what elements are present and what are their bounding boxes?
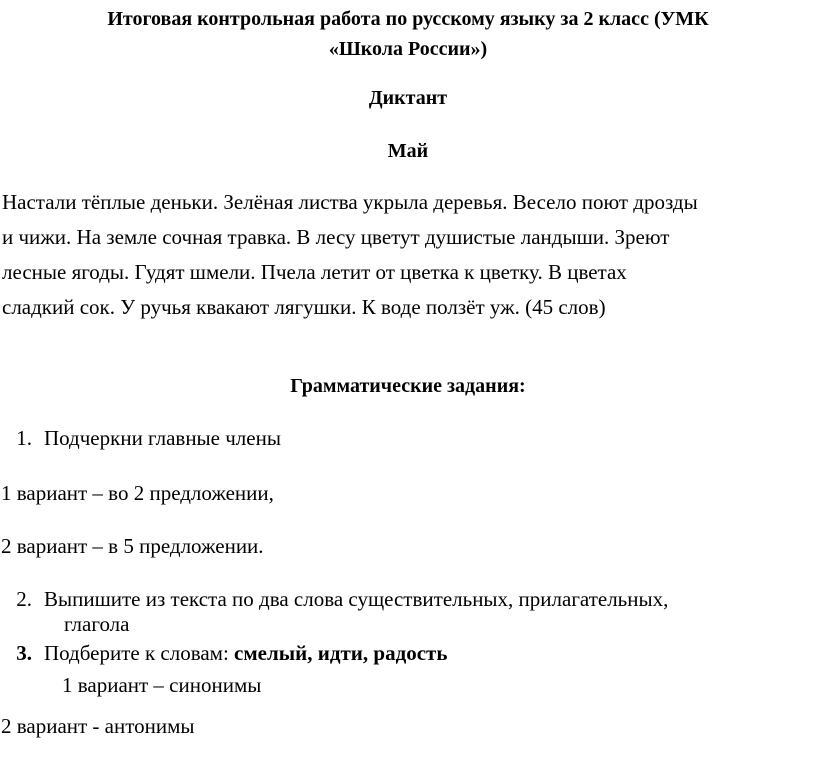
task-1-variant-2: 2 вариант – в 5 предложении. <box>1 534 264 558</box>
task-2 <box>2 587 668 612</box>
task-3-variant-1: 1 вариант – синонимы <box>62 673 262 697</box>
task-2-text-line-1: Выпишите из текста по два слова существительных, прилагательных, <box>44 587 669 611</box>
task-2-number: 2. <box>16 587 32 611</box>
document-title-line-1: Итоговая контрольная работа по русскому языку за 2 класс (УМК <box>107 8 709 30</box>
section-heading-dictation: Диктант <box>368 87 448 109</box>
dictation-title: Май <box>387 140 429 162</box>
task-1-variant-1: 1 вариант – во 2 предложении, <box>1 481 274 505</box>
task-2-text-line-2: глагола <box>64 612 130 636</box>
document-title-line-2: «Школа России») <box>328 38 488 60</box>
task-1-number: 1. <box>16 426 32 450</box>
task-3 <box>2 641 447 666</box>
task-3-text: Подберите к словам: <box>44 641 235 665</box>
task-3-words: смелый, идти, радость <box>234 641 448 665</box>
dictation-line: Настали тёплые деньки. Зелёная листва укрыла деревья. Весело поют дрозды <box>2 190 698 214</box>
dictation-line: сладкий сок. У ручья квакают лягушки. К воде ползёт уж. (45 слов) <box>2 295 606 319</box>
task-3-number: 3. <box>16 641 32 665</box>
task-1 <box>2 426 281 451</box>
grammar-heading: Грамматические задания: <box>290 375 526 397</box>
dictation-line: и чижи. На земле сочная травка. В лесу цветут душистые ландыши. Зреют <box>2 225 670 249</box>
dictation-text <box>2 185 814 325</box>
task-1-text: Подчеркни главные члены <box>44 426 281 450</box>
task-3-variant-2: 2 вариант - антонимы <box>1 714 195 738</box>
dictation-line: лесные ягоды. Гудят шмели. Пчела летит от цветка к цветку. В цветах <box>2 260 627 284</box>
